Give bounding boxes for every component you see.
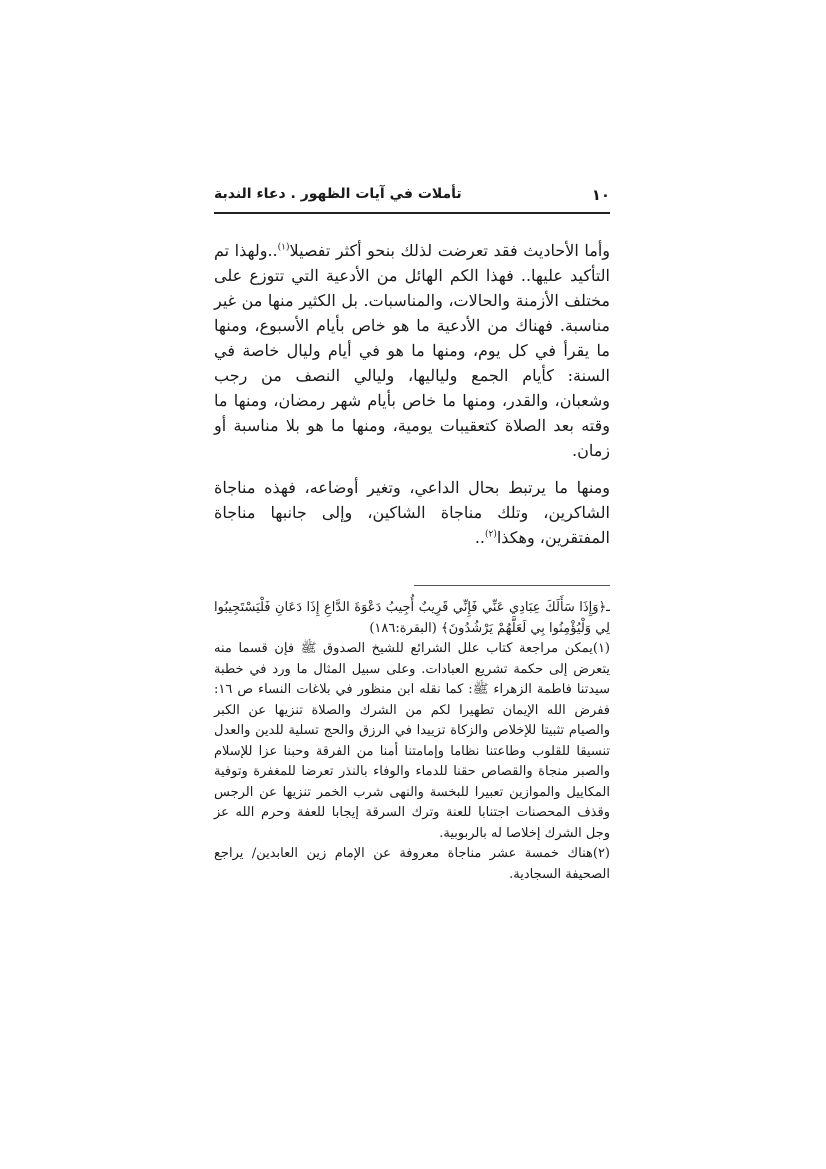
footnote-marker: (٢) (484, 529, 497, 540)
paragraph-text: وأما الأحاديث فقد تعرضت لذلك بنحو أكثر تفصيلا (289, 241, 610, 260)
running-title: تأملات في آيات الظهور . دعاء الندبة (214, 186, 462, 202)
footnote-verse: ـ﴿وَإِذَا سَأَلَكَ عِبَادِي عَنِّي فَإِنِّي قَرِيبٌ أُجِيبُ دَعْوَةَ الدَّاعِ إِذَا دَعَانِ فَلْيَسْتَجِيبُوا لِي وَلْيُؤْمِنُوا بِي لَعَلَّهُمْ يَرْشُدُونَ﴾ (البقرة:١٨٦) (214, 600, 610, 636)
main-text (214, 238, 610, 562)
footnote-separator (414, 585, 610, 586)
page-header (214, 182, 610, 214)
footnotes (214, 598, 610, 885)
paragraph (214, 475, 610, 550)
footnote-2: (٢)هناك خمسة عشر مناجاة معروفة عن الإمام زين العابدين/ يراجع الصحيفة السجادية. (214, 846, 610, 882)
page-number: ١٠ (591, 186, 610, 204)
paragraph-text: ..ولهذا تم التأكيد عليها.. فهذا الكم الهائل من الأدعية التي تتوزع على مختلف الأزمنة والحالات، والمناسبات. بل الكثير منها من غير مناسبة. فهناك من الأدعية ما هو خاص بأيام الأسبوع، ومنها ما يقرأ في كل يوم، ومنها ما هو في أيام وليال خاصة في السنة: كأيام الجمع ولياليها، وليالي النصف من رجب وشعبان، والقدر، ومنها ما خاص بأيام شهر رمضان، ومنها ما وقته بعد الصلاة كتعقيبات يومية، ومنها ما هو بلا مناسبة أو زمان. (214, 241, 610, 460)
paragraph-text: .. (474, 528, 485, 547)
paragraph-text: ومنها ما يرتبط بحال الداعي، وتغير أوضاعه، فهذه مناجاة الشاكرين، وتلك مناجاة الشاكين، وإلى جانبها مناجاة المفتقرين، وهكذا (214, 478, 610, 547)
paragraph (214, 238, 610, 463)
footnote-marker: (١) (277, 242, 290, 253)
footnote-1: (١)يمكن مراجعة كتاب علل الشرائع للشيخ الصدوق ﷺ فإن قسما منه يتعرض إلى حكمة تشريع العبادات. وعلى سبيل المثال ما ورد في خطبة سيدتنا فاطمة الزهراء ﷺ: كما نقله ابن منظور في بلاغات النساء ص ١٦: ففرض الله الإيمان تطهيرا لكم من الشرك والصلاة تنزيها عن الكبر والصيام تثبيتا للإخلاص والزكاة تزييدا في الرزق والحج تسلية للدين والعدل تنسيقا للقلوب وطاعتنا نظاما وإمامتنا أمنا من الفرقة وحبنا عزا للإسلام والصبر منجاة والقصاص حقنا للدماء والوفاء بالنذر تعرضا للمغفرة وتوفية المكاييل والموازين تعبيرا للبخسة والنهى شرب الخمر تنزيها عن الرجس وقذف المحصنات اجتنابا للعنة وترك السرقة إيجابا للعفة وحرم الله عز وجل الشرك إخلاصا له بالربوبية. (214, 641, 610, 841)
